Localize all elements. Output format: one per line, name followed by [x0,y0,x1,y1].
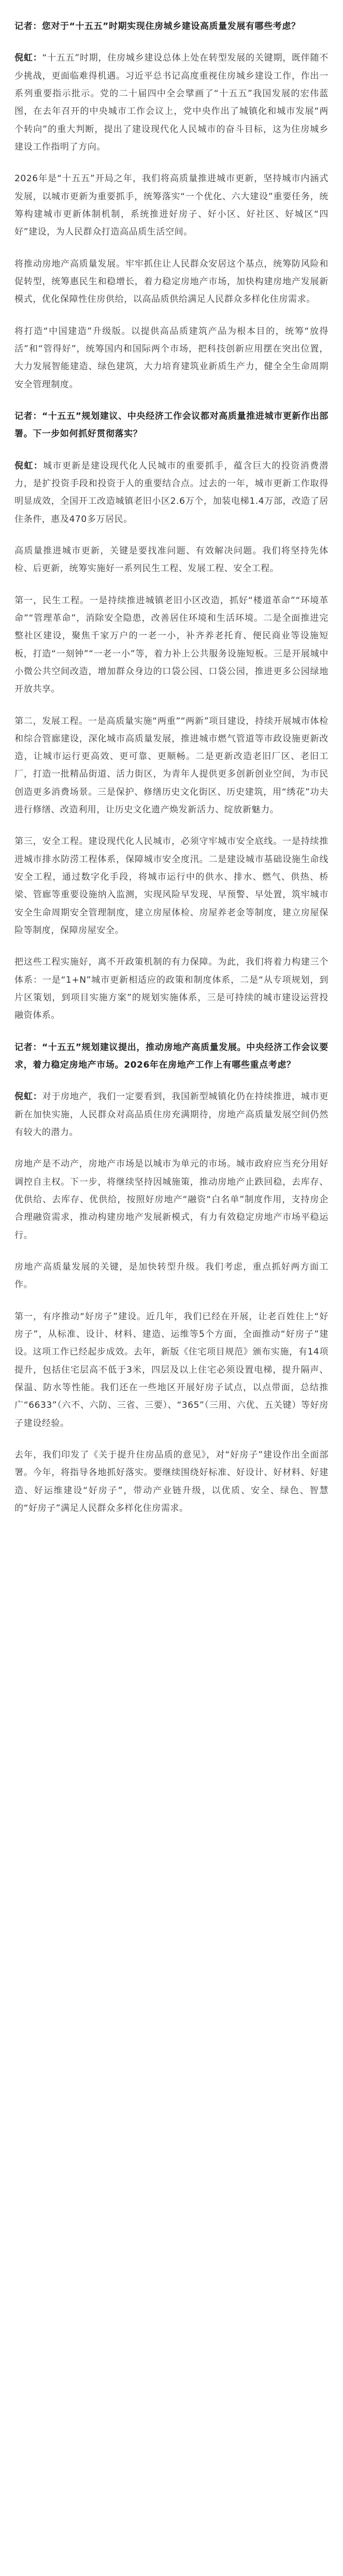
question-3 [15,1039,328,1074]
paragraph: 第二，发展工程。一是高质量实施“两重”“两新”项目建设，持续开展城市体检和综合管廊建设，深化城市高质量发展，推进城市燃气管道等市政设施更新改造，让城市运行更高效、更可靠、更顺畅。二是更新改造老旧厂区、老旧工厂，打造一批精品街道、活力街区，为青年人提供更多创新创业空间，为市民创造更多消费场景。三是保护、修缮历史文化街区、历史建筑，用“绣花”功夫进行修缮、改造利用，让历史文化遗产焕发新活力、绽放新魅力。 [15,716,328,816]
question-1 [15,18,328,35]
question-text: 您对于“十五五”时期实现住房城乡建设高质量发展有哪些考虑？ [41,21,301,32]
question-text: “十五五”规划建议、中央经济工作会议都对高质量推进城市更新作出部署。下一步如何抓好贯彻落实？ [15,411,328,440]
paragraph: 高质量推进城市更新，关键是要找准问题、有效解决问题。我们将坚持先体检、后更新，统筹实施好一系列民生工程、发展工程、安全工程。 [15,545,328,574]
answer-text: “十五五”时期，住房城乡建设总体上处在转型发展的关键期，既伴随不少挑战，更面临难得机遇。习近平总书记高度重视住房城乡建设工作，作出一系列重要指示批示。党的二十届四中全会擘画了“十五五”我国发展的宏伟蓝图，在去年召开的中央城市工作会议上，党中央作出了城镇化和城市发展“两个转向”的重大判断，提出了建设现代化人民城市的奋斗目标，这为住房城乡建设工作指明了方向。 [15,53,328,152]
speaker-label: 倪虹： [15,1091,42,1102]
question-2 [15,407,328,443]
paragraph: 去年，我们印发了《关于提升住房品质的意见》，对“好房子”建设作出全面部署。今年，将指导各地抓好落实。要继续围绕好标准、好设计、好材料、好建造、好运维建设“好房子”，带动产业链升级，以优质、安全、绿色、智慧的“好房子”满足人民群众多样化住房需求。 [15,1449,328,1513]
paragraph: 将推动房地产高质量发展。牢牢抓住让人民群众安居这个基点，统筹防风险和促转型，统筹惠民生和稳增长，着力稳定房地产市场，加快构建房地产发展新模式，优化保障性住房供给，以高品质供给满足人民群众多样化住房需求。 [15,258,328,305]
paragraph: 第一，有序推动“好房子”建设。近几年，我们已经在开展，让老百姓住上“好房子”，从标准、设计、材料、建造、运维等5个方面，全面推动“好房子”建设。这项工作已经起步成效。去年，新版《住宅项目规范》颁布实施，有14项提升，包括住宅层高不低于3米，四层及以上住宅必须设置电梯，提升隔声、保温、防水等性能。我们还在一些地区开展好房子试点，以点带面，总结推广“6633”（六不、六防、三省、三要）、“365”（三用、六优、五关键）等好房子建设经验。 [15,1311,328,1429]
answer-2 [15,457,328,528]
answer-1 [15,49,328,156]
speaker-label: 倪虹： [15,53,42,64]
answer-text: 对于房地产，我们一定要看到，我国新型城镇化仍在持续推进，城市更新在加快实施，人民群众对高品质住房充满期待，房地产高质量发展空间仍然有较大的潜力。 [15,1091,328,1138]
answer-text: 城市更新是建设现代化人民城市的重要抓手，蕴含巨大的投资消费潜力，是扩投资手段和投资于人的重要结合点。过去的一年，城市更新工作取得明显成效，全国开工改造城镇老旧小区2.6万个，加装电梯1.4万部，改造了居住条件，惠及470多万居民。 [15,460,328,525]
question-label: 记者： [15,1042,42,1053]
paragraph: 第三，安全工程。建设现代化人民城市，必须守牢城市安全底线。一是持续推进城市排水防涝工程体系，保障城市安全度汛。二是建设城市基础设施生命线安全工程，通过数字化手段，将城市运行中的供水、排水、燃气、供热、桥梁、管廊等重要设施纳入监测，实现风险早发现、早预警、早处置，筑牢城市安全生命周期安全管理制度，建立房屋体检、房屋养老金等制度，建立房屋保险等制度，保障房屋安全。 [15,836,328,936]
question-label: 记者： [15,411,42,421]
paragraph: 2026年是“十五五”开局之年，我们将高质量推进城市更新，坚持城市内涵式发展，以城市更新为重要抓手，统筹落实“一个优化、六大建设”重要任务，统筹构建城市更新体制机制，系统推进好房子、好小区、好社区、好城区“四好”建设，为人民群众打造高品质生活空间。 [15,173,328,238]
paragraph: 把这些工程实施好，离不开政策机制的有力保障。为此，我们将着力构建三个体系：一是“1+N”城市更新相适应的政策和制度体系，二是“从专项规划，到片区策划，到项目实施方案”的规划实施体系，三是可持续的城市建设运营投融资体系。 [15,957,328,1021]
paragraph: 第一，民生工程。一是持续推进城镇老旧小区改造，抓好“楼道革命”“环境革命”“管理革命”，消除安全隐患，改善居住环境和生活环境。二是全面推进完整社区建设，聚焦千家万户的一老一小，补齐养老托育、便民商业等设施短板，打造“一刻钟”“一老一小”等，着力补上公共服务设施短板。三是开展城中小微公共空间改造，增加群众身边的口袋公园、口袋公园，推进更多公园绿地开放共享。 [15,595,328,695]
answer-3 [15,1088,328,1141]
speaker-label: 倪虹： [15,460,44,471]
paragraph: 房地产是不动产，房地产市场是以城市为单元的市场。城市政府应当充分用好调控自主权。下一步，将继续坚持因城施策，推动房地产止跌回稳，去库存、优供给、去库存、优供给，按照好房地产“融资“白名单”制度作用，支持房企合理融资需求，推动构建房地产发展新模式，有力有效稳定房地产市场平稳运行。 [15,1159,328,1241]
question-text: “十五五”规划建议提出，推动房地产高质量发展。中央经济工作会议要求，着力稳定房地产市场。2026年在房地产工作上有哪些重点考虑？ [15,1042,328,1071]
paragraph: 将打造“中国建造”升级版。以提供高品质建筑产品为根本目的，统筹“放得活”和“管得好”，统筹国内和国际两个市场，把科技创新应用摆在突出位置，大力发展智能建造、绿色建筑，大力培育建筑业新质生产力，健全全生命周期安全管理制度。 [15,326,328,390]
paragraph: 房地产高质量发展的关键，是加快转型升级。我们考虑，重点抓好两方面工作。 [15,1262,328,1290]
question-label: 记者： [15,21,42,32]
